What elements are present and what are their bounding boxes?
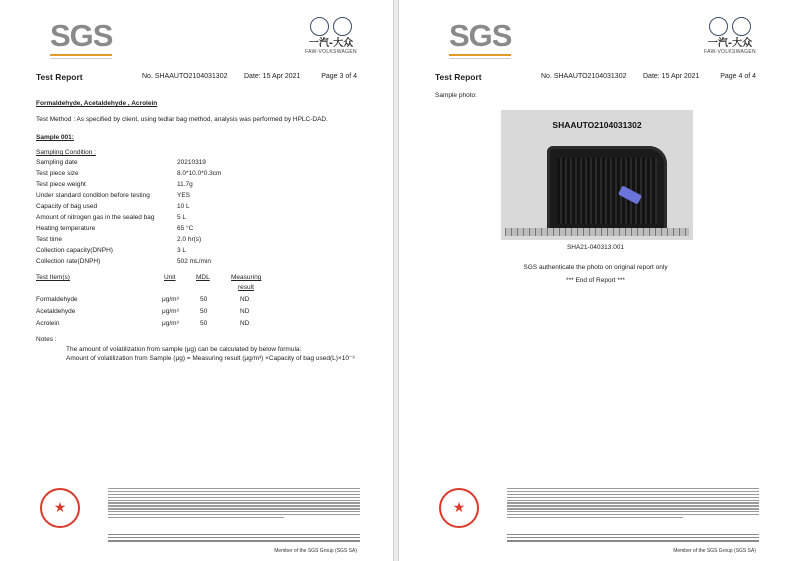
subject-line: Formaldehyde, Acetaldehyde , Acrolein <box>36 100 158 107</box>
test-method: Test Method : As specified by client, using tedlar bag method, analysis was performed by HPLC-DAD. <box>36 116 328 123</box>
table-row-item: Formaldehyde <box>36 296 78 303</box>
terms-fine-print <box>507 488 759 532</box>
faw-english-name: FAW-VOLKSWAGEN <box>704 49 756 55</box>
report-title: Test Report <box>36 72 83 82</box>
faw-vw-logo <box>694 17 766 63</box>
condition-label: Under standard condition before testing <box>36 192 150 199</box>
condition-label: Test piece weight <box>36 181 86 188</box>
vw-emblem-icon <box>732 17 751 36</box>
condition-value: 5 L <box>177 214 187 221</box>
sgs-logo-underline <box>449 54 511 56</box>
table-row-unit: μg/m³ <box>162 308 179 315</box>
sgs-logo-underline-2 <box>50 58 112 59</box>
vw-emblem-icon <box>333 17 352 36</box>
sample-heading: Sample 001: <box>36 134 74 141</box>
condition-label: Heating temperature <box>36 225 96 232</box>
sgs-member-text: Member of the SGS Group (SGS SA) <box>673 548 756 554</box>
seal-star-icon: ★ <box>53 499 67 515</box>
table-row-item: Acrolein <box>36 320 60 327</box>
condition-label: Test time <box>36 236 63 243</box>
ruler <box>505 228 689 236</box>
condition-label: Collection rate(DNPH) <box>36 258 101 265</box>
column-header-item: Test Item(s) <box>36 274 70 281</box>
condition-value: 11.7g <box>177 181 193 188</box>
report-date: Date: 15 Apr 2021 <box>643 73 700 80</box>
sampling-heading: Sampling Condition : <box>36 149 96 156</box>
table-row-mdl: 50 <box>200 308 208 315</box>
table-row-result: ND <box>240 320 250 327</box>
photo-sample-id: SHAAUTO2104031302 <box>552 120 642 130</box>
condition-label: Capacity of bag used <box>36 203 98 210</box>
condition-value: 2.0 hr(s) <box>177 236 202 243</box>
page-number: Page 3 of 4 <box>321 73 357 80</box>
condition-label: Sampling date <box>36 159 78 166</box>
condition-value: 3 L <box>177 247 187 254</box>
table-row-item: Acetaldehyde <box>36 308 76 315</box>
seal-star-icon: ★ <box>452 499 466 515</box>
notes-label: Notes : <box>36 336 57 343</box>
column-header-mdl: MDL <box>196 274 210 281</box>
floor-mat-sample <box>547 146 667 232</box>
condition-label: Amount of nitrogen gas in the sealed bag <box>36 214 155 221</box>
faw-chinese-name: 一汽-大众 <box>707 38 753 49</box>
authenticate-note: SGS authenticate the photo on original report only <box>523 264 668 271</box>
faw-chinese-name: 一汽-大众 <box>308 38 354 49</box>
column-header-unit: Unit <box>164 274 176 281</box>
column-header-result: result <box>238 284 254 291</box>
report-date: Date: 15 Apr 2021 <box>244 73 301 80</box>
faw-emblem-icon <box>310 17 329 36</box>
report-page-4 <box>398 0 792 561</box>
report-header <box>435 70 756 84</box>
faw-vw-logo <box>295 17 367 63</box>
end-of-report: *** End of Report *** <box>566 277 625 284</box>
sgs-seal-stamp <box>40 488 80 528</box>
condition-value: 65 °C <box>177 225 194 232</box>
condition-label: Collection capacity(DNPH) <box>36 247 113 254</box>
condition-value: 502 mL/min <box>177 258 211 265</box>
sgs-logo-underline <box>50 54 112 56</box>
table-row-unit: μg/m³ <box>162 320 179 327</box>
condition-value: 8.0*10.0*0.3cm <box>177 170 222 177</box>
faw-emblem-icon <box>709 17 728 36</box>
table-row-unit: μg/m³ <box>162 296 179 303</box>
report-title: Test Report <box>435 72 482 82</box>
page-number: Page 4 of 4 <box>720 73 756 80</box>
report-page-3 <box>0 0 394 561</box>
report-number: No. SHAAUTO2104031302 <box>541 73 627 80</box>
sgs-logo-underline-2 <box>449 58 511 59</box>
note-formula-intro: The amount of volatilization from sample (μg) can be calculated by below formula: <box>66 346 302 353</box>
sgs-logo-text: SGS <box>50 18 113 53</box>
address-fine-print <box>108 534 360 543</box>
note-formula: Amount of volatilization from Sample (μg) = Measuring result (μg/m³) ×Capacity of bag used(L)×10⁻³ <box>66 355 355 362</box>
sample-photo-label: Sample photo: <box>435 92 477 99</box>
table-row-result: ND <box>240 308 250 315</box>
condition-value: YES <box>177 192 191 199</box>
report-number: No. SHAAUTO2104031302 <box>142 73 228 80</box>
sgs-seal-stamp <box>439 488 479 528</box>
condition-value: 20210319 <box>177 159 206 166</box>
condition-value: 10 L <box>177 203 190 210</box>
sgs-logo-text: SGS <box>449 18 512 53</box>
sample-photo <box>501 110 693 240</box>
condition-label: Test piece size <box>36 170 79 177</box>
sgs-member-text: Member of the SGS Group (SGS SA) <box>274 548 357 554</box>
faw-english-name: FAW-VOLKSWAGEN <box>305 49 357 55</box>
report-header <box>36 70 357 84</box>
address-fine-print <box>507 534 759 543</box>
sgs-logo <box>50 18 114 54</box>
table-row-result: ND <box>240 296 250 303</box>
table-row-mdl: 50 <box>200 296 208 303</box>
sgs-logo <box>449 18 513 54</box>
terms-fine-print <box>108 488 360 532</box>
table-row-mdl: 50 <box>200 320 208 327</box>
photo-caption: SHA21-040313.001 <box>566 244 625 251</box>
column-header-measuring: Measuring <box>231 274 262 281</box>
